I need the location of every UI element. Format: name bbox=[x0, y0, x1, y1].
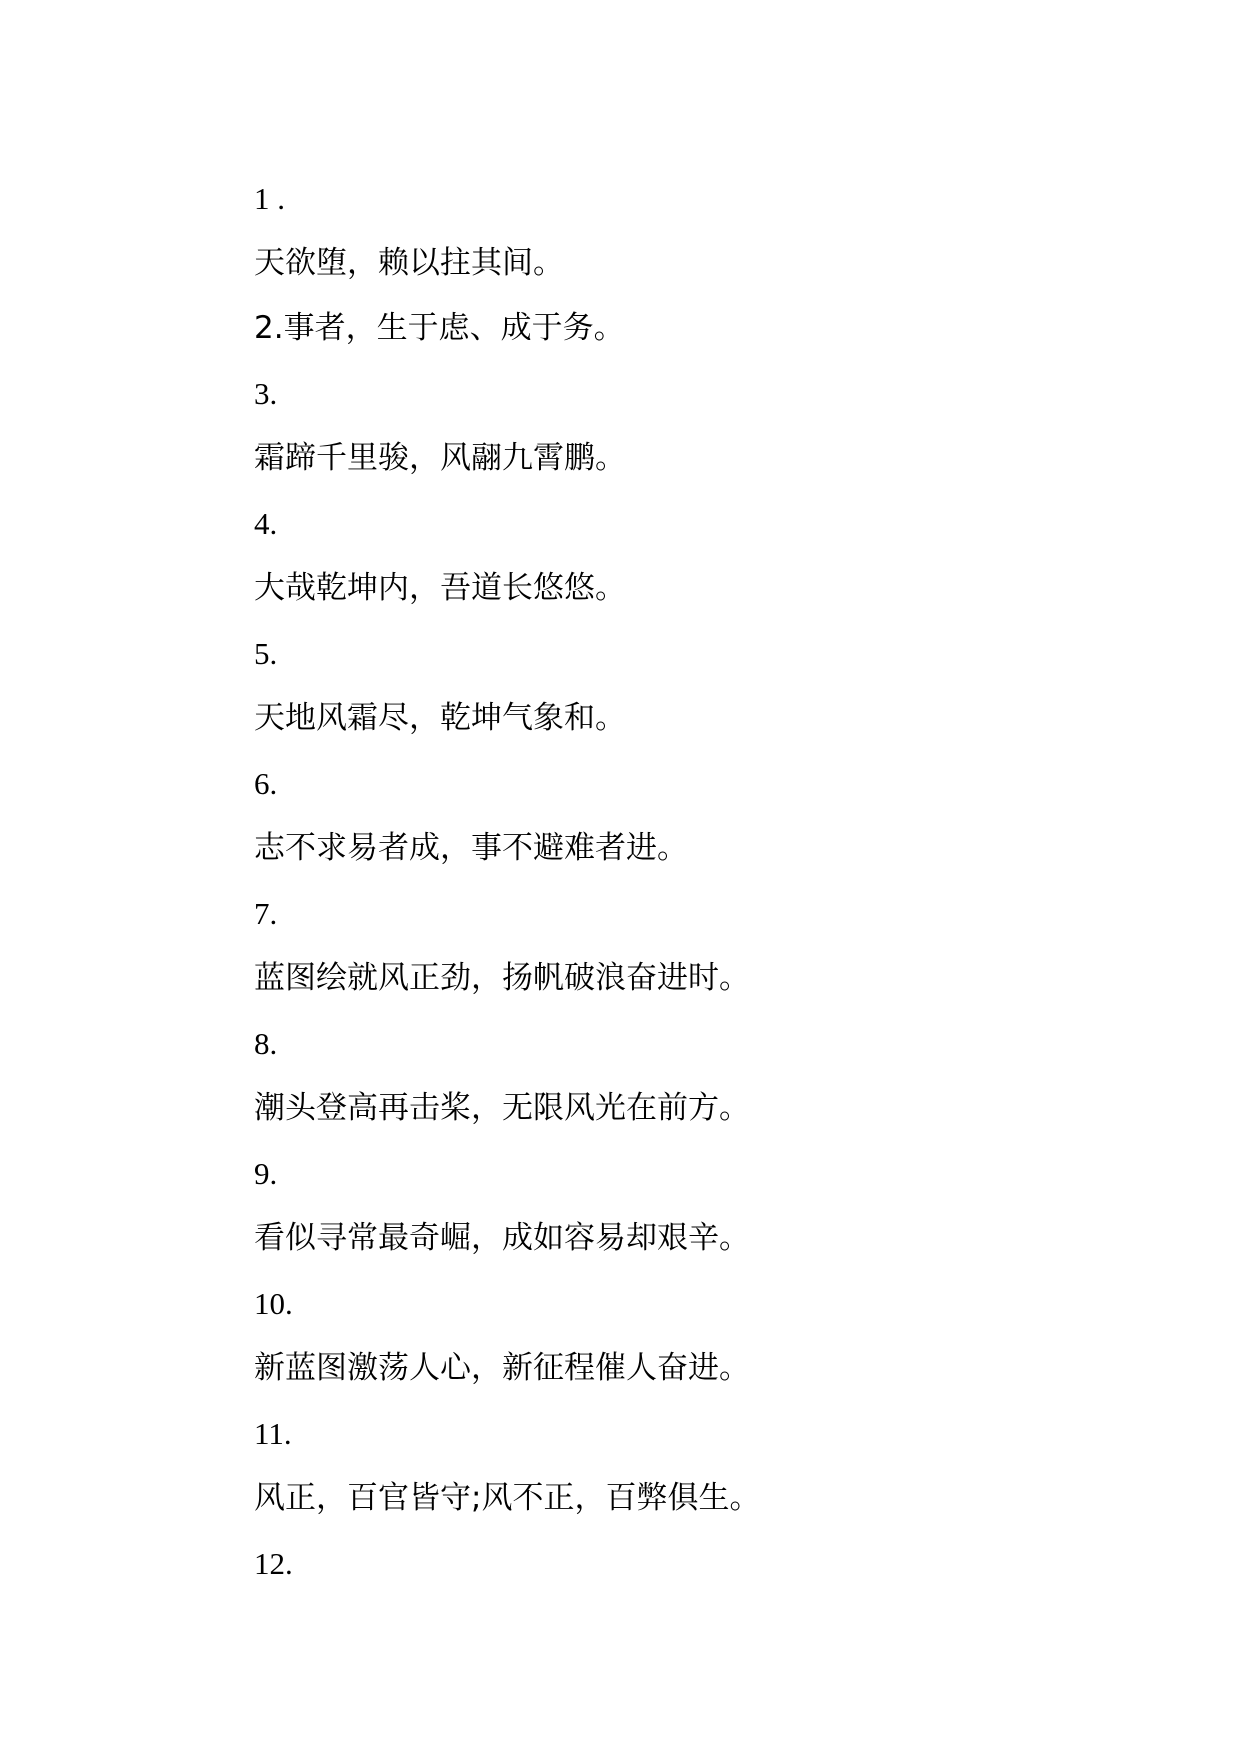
item-number-6: 6. bbox=[254, 766, 278, 801]
item-number-7: 7. bbox=[254, 896, 278, 931]
item-number-8: 8. bbox=[254, 1026, 278, 1061]
quote-text-11: 风正，百官皆守;风不正，百弊俱生。 bbox=[254, 1480, 761, 1516]
quote-text-7: 蓝图绘就风正劲，扬帆破浪奋进时。 bbox=[254, 960, 750, 996]
item-number-12: 12. bbox=[254, 1546, 293, 1581]
item-number-9: 9. bbox=[254, 1156, 278, 1191]
item-number-3: 3. bbox=[254, 376, 278, 411]
item-number-1: 1 . bbox=[254, 181, 285, 216]
quote-text-6: 志不求易者成，事不避难者进。 bbox=[254, 830, 688, 866]
item-number-10: 10. bbox=[254, 1286, 293, 1321]
quote-text-2: 2.事者，生于虑、成于务。 bbox=[254, 310, 625, 346]
quote-text-8: 潮头登高再击桨，无限风光在前方。 bbox=[254, 1090, 750, 1126]
quote-text-4: 大哉乾坤内，吾道长悠悠。 bbox=[254, 570, 626, 606]
item-number-5: 5. bbox=[254, 636, 278, 671]
quote-text-1: 天欲堕，赖以拄其间。 bbox=[254, 245, 564, 281]
item-number-4: 4. bbox=[254, 506, 278, 541]
item-number-11: 11. bbox=[254, 1416, 292, 1451]
quote-text-3: 霜蹄千里骏，风翮九霄鹏。 bbox=[254, 440, 626, 476]
quote-text-10: 新蓝图激荡人心，新征程催人奋进。 bbox=[254, 1350, 750, 1386]
quote-text-5: 天地风霜尽，乾坤气象和。 bbox=[254, 700, 626, 736]
quote-text-9: 看似寻常最奇崛，成如容易却艰辛。 bbox=[254, 1220, 750, 1256]
document-body bbox=[254, 166, 1154, 1596]
